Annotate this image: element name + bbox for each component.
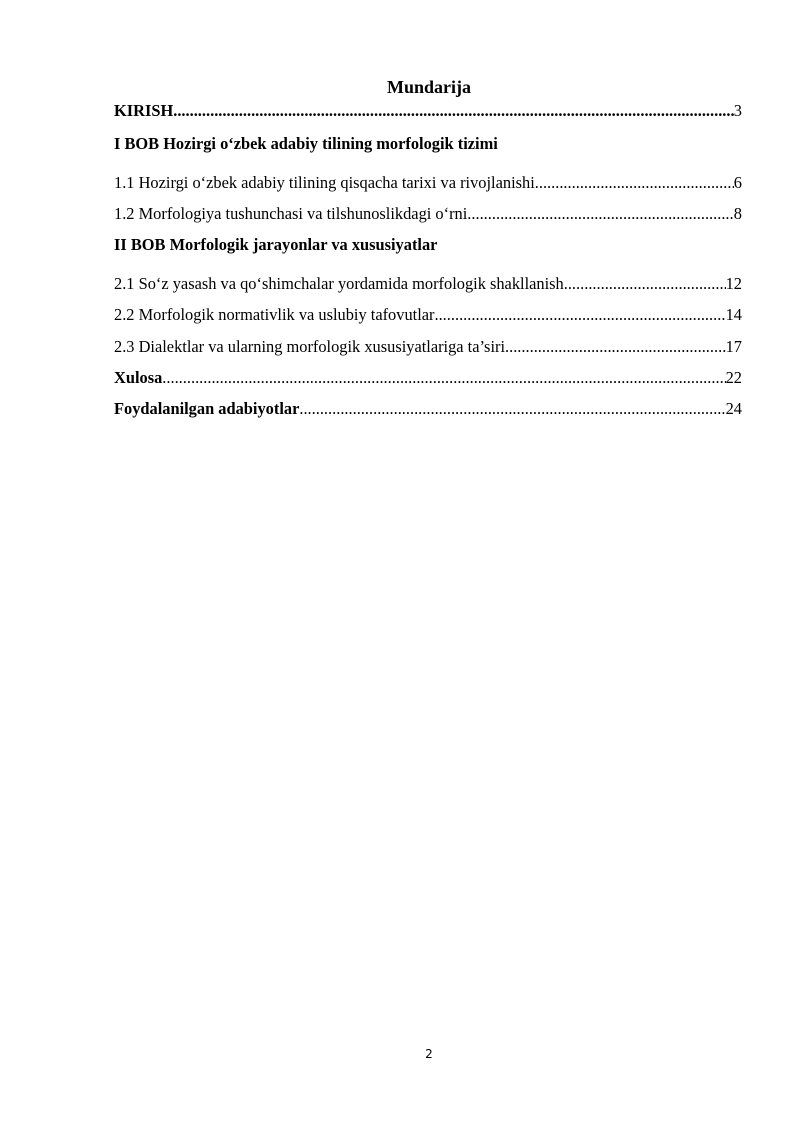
toc-entry-label: KIRISH <box>114 101 174 120</box>
page-number: 2 <box>425 1047 433 1061</box>
toc-entry-page: 14 <box>725 305 742 324</box>
toc-leader-dots <box>173 101 734 121</box>
toc-leader-dots <box>162 368 725 388</box>
toc-leader-dots <box>434 305 725 325</box>
toc-entry-2-3[interactable] <box>114 337 742 357</box>
toc-title: Mundarija <box>386 77 471 97</box>
toc-entry-page: 24 <box>725 399 742 418</box>
toc-entry-page: 12 <box>725 274 742 293</box>
toc-entry-2-2[interactable] <box>114 305 742 325</box>
toc-entry-label: Foydalanilgan adabiyotlar <box>114 399 300 418</box>
toc-entry-xulosa[interactable] <box>114 368 742 388</box>
toc-entry-2-1[interactable] <box>114 274 742 294</box>
toc-entry-page: 3 <box>733 101 742 120</box>
toc-leader-dots <box>535 173 734 193</box>
toc-chapter-heading-2[interactable]: II BOB Morfologik jarayonlar va xususiyatlar <box>114 235 438 254</box>
toc-leader-dots <box>564 274 726 294</box>
toc-entry-label: 1.2 Morfologiya tushunchasi va tilshunoslikdagi o‘rni <box>114 204 468 223</box>
toc-entry-kirish[interactable] <box>114 101 742 121</box>
toc-entry-page: 17 <box>725 337 742 356</box>
toc-entry-label: Xulosa <box>114 368 163 387</box>
toc-entry-page: 6 <box>733 173 742 192</box>
toc-leader-dots <box>505 337 726 357</box>
toc-entry-label: 2.1 So‘z yasash va qo‘shimchalar yordamida morfologik shakllanish <box>114 274 564 293</box>
toc-entry-label: 2.3 Dialektlar va ularning morfologik xususiyatlariga ta’siri <box>114 337 506 356</box>
toc-entry-page: 8 <box>733 204 742 223</box>
toc-entry-label: 1.1 Hozirgi o‘zbek adabiy tilining qisqacha tarixi va rivojlanishi <box>114 173 535 192</box>
toc-entry-page: 22 <box>725 368 742 387</box>
toc-entry-1-1[interactable] <box>114 173 742 193</box>
toc-leader-dots <box>299 399 725 419</box>
toc-entry-1-2[interactable] <box>114 204 742 224</box>
toc-chapter-heading-1[interactable]: I BOB Hozirgi o‘zbek adabiy tilining morfologik tizimi <box>114 134 498 153</box>
toc-entry-label: 2.2 Morfologik normativlik va uslubiy tafovutlar <box>114 305 435 324</box>
toc-entry-references[interactable] <box>114 399 742 419</box>
toc-leader-dots <box>467 204 734 224</box>
